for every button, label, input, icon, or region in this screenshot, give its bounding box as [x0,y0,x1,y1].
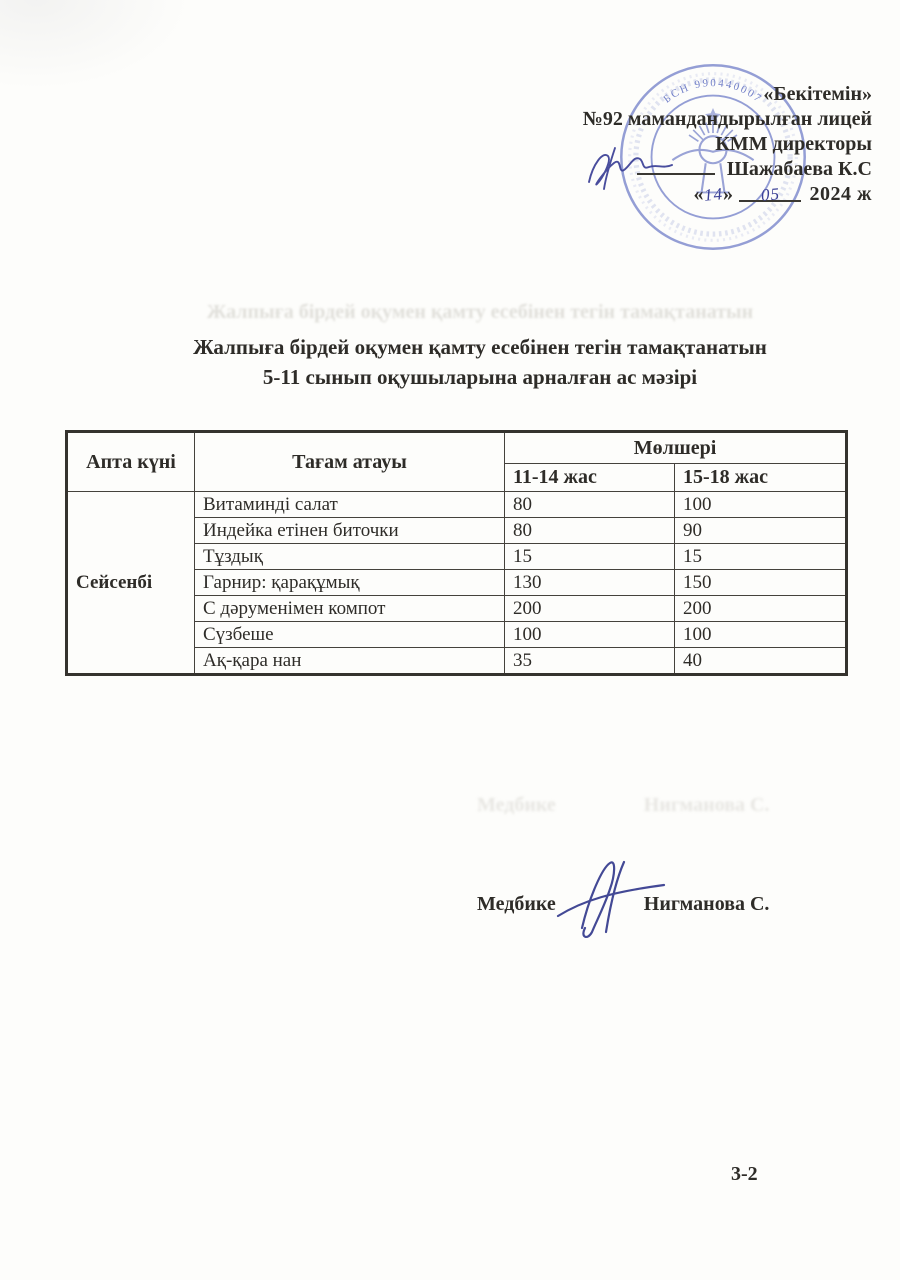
table-row [67,492,847,518]
meal-name-cell: Ақ-қара нан [195,648,505,675]
portion-15-18-cell: 40 [675,648,847,675]
portion-11-14-cell: 80 [505,518,675,544]
meal-name-cell: Витаминді салат [195,492,505,518]
page-number: 3-2 [731,1163,758,1185]
month-underline [739,182,801,205]
director-title: КММ директоры [715,133,872,155]
portion-15-18-cell: 100 [675,492,847,518]
portion-11-14-cell: 130 [505,570,675,596]
ghost-nurse-name: Нигманова С. [643,794,770,816]
director-signature-ink [583,144,679,196]
portion-11-14-cell: 35 [505,648,675,675]
menu-table [65,430,848,676]
director-name: Шажабаева К.С [726,158,872,180]
portion-11-14-cell: 200 [505,596,675,622]
handwritten-month: 05 [760,184,781,205]
approval-label: «Бекітемін» [763,83,872,105]
nurse-label: Медбике [477,893,556,915]
ghost-footer-bleedthrough [477,794,769,817]
title-line-2: 5-11 сынып оқушыларына арналған ас мәзірі [262,365,698,389]
title-line-1: Жалпыға бірдей оқумен қамту есебінен тегін тамақтанатын [193,335,767,359]
portion-15-18-cell: 100 [675,622,847,648]
header-amount: Мөлшері [505,432,847,464]
header-age-11-14: 11-14 жас [505,464,675,492]
meal-name-cell: Тұздық [195,544,505,570]
meal-name-cell: С дәруменімен компот [195,596,505,622]
organization-name: №92 мамандандырылған лицей [582,108,872,130]
meal-name-cell: Гарнир: қарақұмық [195,570,505,596]
nurse-name: Нигманова С. [643,893,770,915]
date-quote-open: « [693,183,704,205]
table-header-row-1 [67,432,847,464]
header-age-15-18: 15-18 жас [675,464,847,492]
portion-15-18-cell: 150 [675,570,847,596]
day-of-week-cell: Сейсенбі [67,492,195,675]
portion-15-18-cell: 15 [675,544,847,570]
header-meal: Тағам атауы [195,432,505,492]
portion-11-14-cell: 100 [505,622,675,648]
header-day: Апта күні [67,432,195,492]
date-year: 2024 ж [809,183,872,205]
portion-15-18-cell: 200 [675,596,847,622]
handwritten-day: 14 [703,184,724,205]
ghost-title-bleedthrough: Жалпыға бірдей оқумен қамту есебінен тегін тамақтанатын [206,301,754,323]
portion-11-14-cell: 15 [505,544,675,570]
portion-15-18-cell: 90 [675,518,847,544]
ghost-nurse-label: Медбике [477,794,556,816]
stamp-bin-text: БСН 990440007 [661,77,765,106]
document-title [90,332,870,392]
date-quote-close: » [722,183,734,205]
nurse-signature-ink [552,852,670,947]
meal-name-cell: Индейка етінен биточки [195,518,505,544]
meal-name-cell: Сүзбеше [195,622,505,648]
portion-11-14-cell: 80 [505,492,675,518]
